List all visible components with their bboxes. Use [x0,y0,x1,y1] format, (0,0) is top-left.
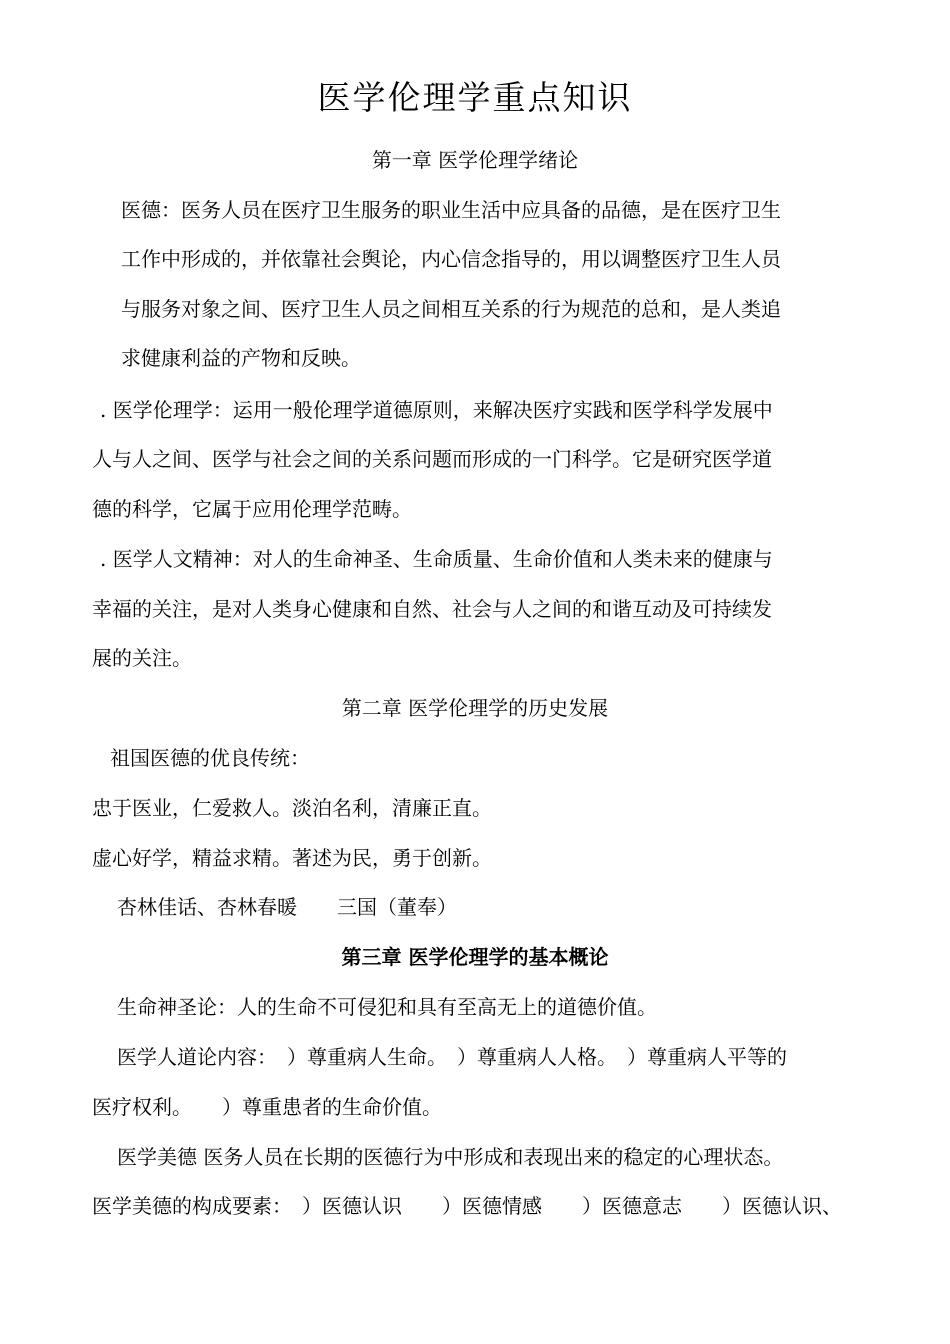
ch3-line-2: 医学人道论内容： ）尊重病人生命。 ）尊重病人人格。 ）尊重病人平等的 [117,1045,787,1069]
ch3-line-4: 医学美德 医务人员在长期的医德行为中形成和表现出来的稳定的心理状态。 [117,1145,784,1169]
ch3-line-3: 医疗权利。 ）尊重患者的生命价值。 [92,1095,442,1119]
ch2-line-2: 忠于医业，仁爱救人。淡泊名利，清廉正直。 [92,796,492,820]
ch1-p1-line-2: 工作中形成的，并依靠社会舆论，内心信念指导的，用以调整医疗卫生人员 [121,247,781,271]
document-title: 医学伦理学重点知识 [317,78,633,117]
ch1-p2-line-2: 人与人之间、医学与社会之间的关系问题而形成的一门科学。它是研究医学道 [92,447,772,471]
ch1-p1-line-3: 与服务对象之间、医疗卫生人员之间相互关系的行为规范的总和，是人类追 [121,297,781,321]
ch1-p1-line-4: 求健康利益的产物和反映。 [121,346,361,370]
ch2-line-4: 杏林佳话、杏林春暖 三国（董奉） [117,895,457,919]
ch3-line-5: 医学美德的构成要素： ）医德认识 ）医德情感 ）医德意志 ）医德认识、 [92,1194,842,1218]
ch1-p3-line-2: 幸福的关注，是对人类身心健康和自然、社会与人之间的和谐互动及可持续发 [92,597,772,621]
ch2-line-3: 虚心好学，精益求精。著述为民，勇于创新。 [92,846,492,870]
ch1-p2-line-1: . 医学伦理学：运用一般伦理学道德原则，来解决医疗实践和医学科学发展中 [100,398,773,422]
chapter-1-heading: 第一章 医学伦理学绪论 [371,148,579,172]
ch3-line-1: 生命神圣论：人的生命不可侵犯和具有至高无上的道德价值。 [117,995,657,1019]
ch1-p3-line-1: . 医学人文精神：对人的生命神圣、生命质量、生命价值和人类未来的健康与 [100,547,773,571]
chapter-3-heading: 第三章 医学伦理学的基本概论 [341,945,609,969]
ch1-p1-line-1: 医德：医务人员在医疗卫生服务的职业生活中应具备的品德，是在医疗卫生 [121,198,781,222]
ch1-p3-line-3: 展的关注。 [92,646,192,670]
ch1-p2-line-3: 德的科学，它属于应用伦理学范畴。 [92,497,412,521]
chapter-2-heading: 第二章 医学伦理学的历史发展 [341,696,609,720]
ch2-line-1: 祖国医德的优良传统： [110,746,310,770]
